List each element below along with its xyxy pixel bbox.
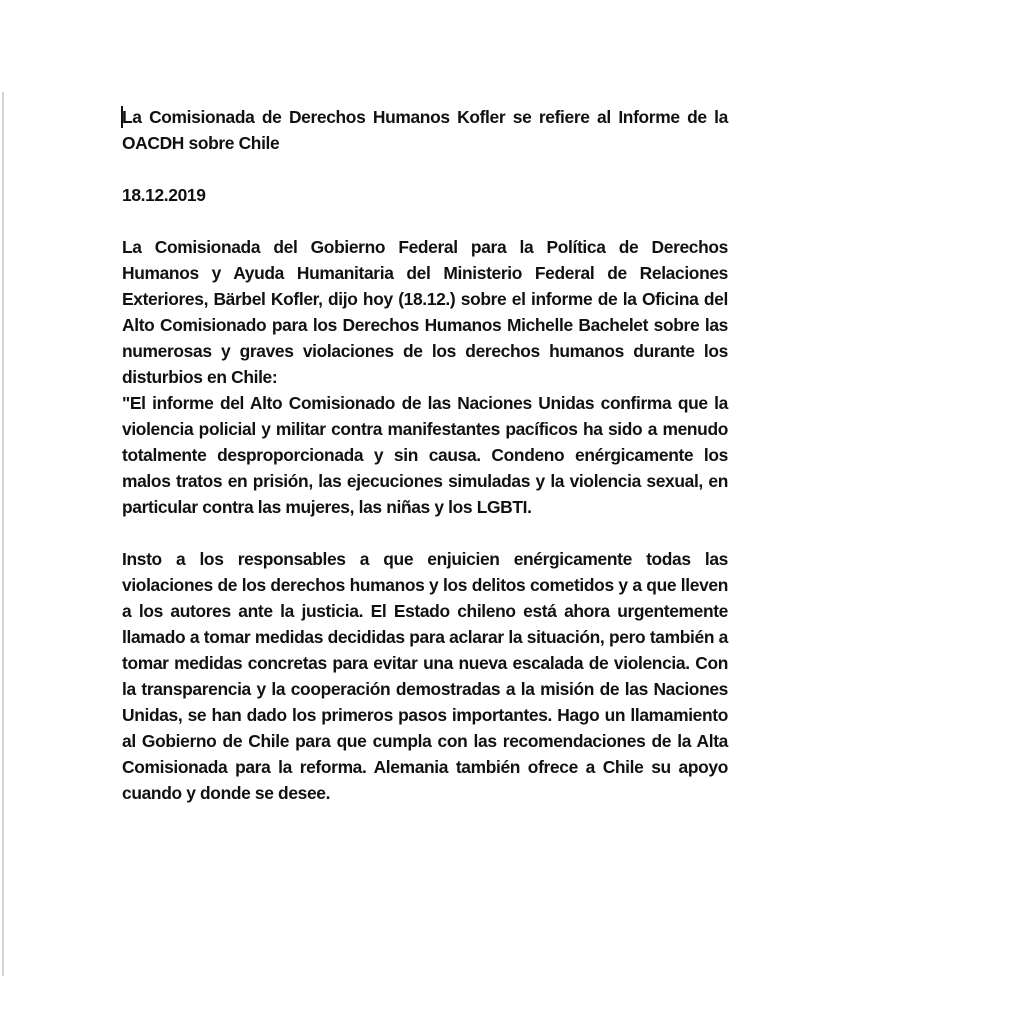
paragraph-quote-2: Insto a los responsables a que enjuicien enérgicamente todas las violaciones de los derechos humanos y los delitos cometidos y a que lleven a los autores ante la justicia. El Estado chileno está ahora urgentemente llamado a tomar medidas decididas para aclarar la situación, pero también a tomar medidas concretas para evitar una nueva escalada de violencia. Con la transparencia y la cooperación demostradas a la misión de las Naciones Unidas, se han dado los primeros pasos importantes. Hago un llamamiento al Gobierno de Chile para que cumpla con las recomendaciones de la Alta Comisionada para la reforma. Alemania también ofrece a Chile su apoyo cuando y donde se desee. [122, 549, 728, 803]
page-edge-divider [2, 92, 4, 976]
document-title-text: La Comisionada de Derechos Humanos Kofler se refiere al Informe de la OACDH sobre Chile [122, 107, 728, 153]
blank-line [122, 520, 728, 546]
text-cursor [121, 106, 123, 128]
blank-line [122, 208, 728, 234]
document-body[interactable] [122, 104, 728, 806]
document-title [122, 104, 728, 156]
blank-line [122, 156, 728, 182]
paragraph-intro: La Comisionada del Gobierno Federal para la Política de Derechos Humanos y Ayuda Humanitaria del Ministerio Federal de Relaciones Exteriores, Bärbel Kofler, dijo hoy (18.12.) sobre el informe de la Oficina del Alto Comisionado para los Derechos Humanos Michelle Bachelet sobre las numerosas y graves violaciones de los derechos humanos durante los disturbios en Chile: [122, 237, 728, 387]
document-date: 18.12.2019 [122, 185, 206, 205]
paragraph-quote-1: "El informe del Alto Comisionado de las Naciones Unidas confirma que la violencia policial y militar contra manifestantes pacíficos ha sido a menudo totalmente desproporcionada y sin causa. Condeno enérgicamente los malos tratos en prisión, las ejecuciones simuladas y la violencia sexual, en particular contra las mujeres, las niñas y los LGBTI. [122, 393, 728, 517]
